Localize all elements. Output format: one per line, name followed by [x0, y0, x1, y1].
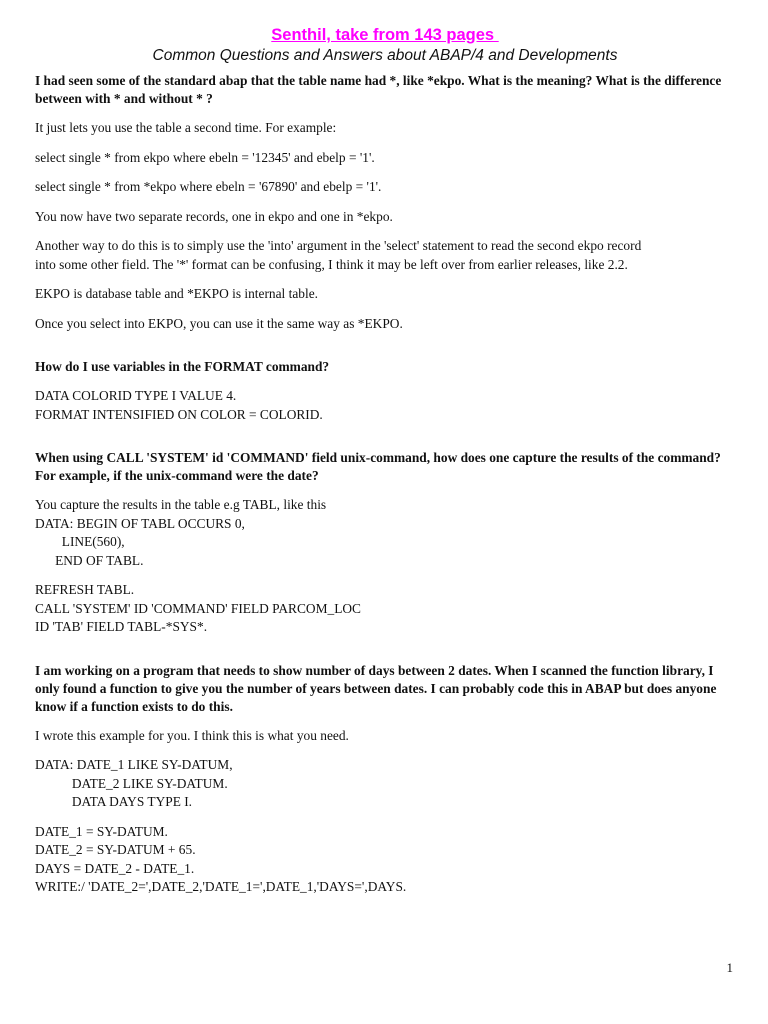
question-heading: I had seen some of the standard abap that the table name had *, like *ekpo. What is the meaning? What is the difference between with * and without * ? — [35, 73, 722, 106]
question-heading: When using CALL 'SYSTEM' id 'COMMAND' field unix-command, how does one capture the results of the command? For example, if the unix-command were the date? — [35, 450, 721, 483]
answer-paragraph: select single * from *ekpo where ebeln = '67890' and ebelp = '1'. — [35, 179, 382, 194]
answer-paragraph: Another way to do this is to simply use the 'into' argument in the 'select' statement to read the second ekpo record into some other field. The '*' format can be confusing, I think it may be left over from earlier releases, like 2.2. — [35, 238, 642, 272]
block-spacer — [35, 226, 735, 237]
answer-paragraph: select single * from ekpo where ebeln = '12345' and ebelp = '1'. — [35, 149, 375, 165]
answer-paragraph: DATA COLORID TYPE I VALUE 4. FORMAT INTENSIFIED ON COLOR = COLORID. — [35, 388, 323, 422]
question-heading: I am working on a program that needs to show number of days between 2 dates. When I scanned the function library, I only found a function to give you the number of years between dates. I can probably code this in ABAP but does anyone know if a function exists to do this. — [35, 662, 717, 714]
document-title: Senthil, take from 143 pages — [271, 26, 499, 44]
block-spacer — [35, 167, 735, 178]
block-spacer — [35, 485, 735, 496]
answer-paragraph: You now have two separate records, one in ekpo and one in *ekpo. — [35, 208, 393, 224]
answer-paragraph: DATE_1 = SY-DATUM. DATE_2 = SY-DATUM + 65. DAYS = DATE_2 - DATE_1. WRITE:/ 'DATE_2=',DATE_2,'DATE_1=',DATE_1,'DAYS=',DAYS. — [35, 823, 407, 894]
block-spacer — [35, 108, 735, 119]
block-spacer — [35, 333, 735, 358]
answer-paragraph: REFRESH TABL. CALL 'SYSTEM' ID 'COMMAND' FIELD PARCOM_LOC ID 'TAB' FIELD TABL-*SYS*. — [35, 582, 361, 634]
block-spacer — [35, 716, 735, 727]
block-spacer — [35, 304, 735, 315]
block-spacer — [35, 376, 735, 387]
page-number: 1 — [726, 960, 733, 975]
answer-paragraph: You capture the results in the table e.g TABL, like this DATA: BEGIN OF TABL OCCURS 0, LINE(560), END OF TABL. — [35, 497, 327, 568]
block-spacer — [35, 570, 735, 581]
block-spacer — [35, 745, 735, 756]
document-page — [35, 24, 735, 897]
block-spacer — [35, 812, 735, 823]
document-subtitle: Common Questions and Answers about ABAP/4 and Developments — [152, 47, 618, 64]
block-spacer — [35, 424, 735, 449]
answer-paragraph: Once you select into EKPO, you can use it the same way as *EKPO. — [35, 315, 403, 331]
block-spacer — [35, 274, 735, 285]
block-spacer — [35, 637, 735, 662]
document-body — [35, 72, 735, 897]
block-spacer — [35, 197, 735, 208]
answer-paragraph: DATA: DATE_1 LIKE SY-DATUM, DATE_2 LIKE SY-DATUM. DATA DAYS TYPE I. — [35, 757, 233, 809]
question-heading: How do I use variables in the FORMAT command? — [35, 359, 330, 374]
answer-paragraph: EKPO is database table and *EKPO is internal table. — [35, 286, 318, 301]
answer-paragraph: It just lets you use the table a second time. For example: — [35, 120, 337, 135]
answer-paragraph: I wrote this example for you. I think this is what you need. — [35, 727, 349, 743]
block-spacer — [35, 138, 735, 149]
